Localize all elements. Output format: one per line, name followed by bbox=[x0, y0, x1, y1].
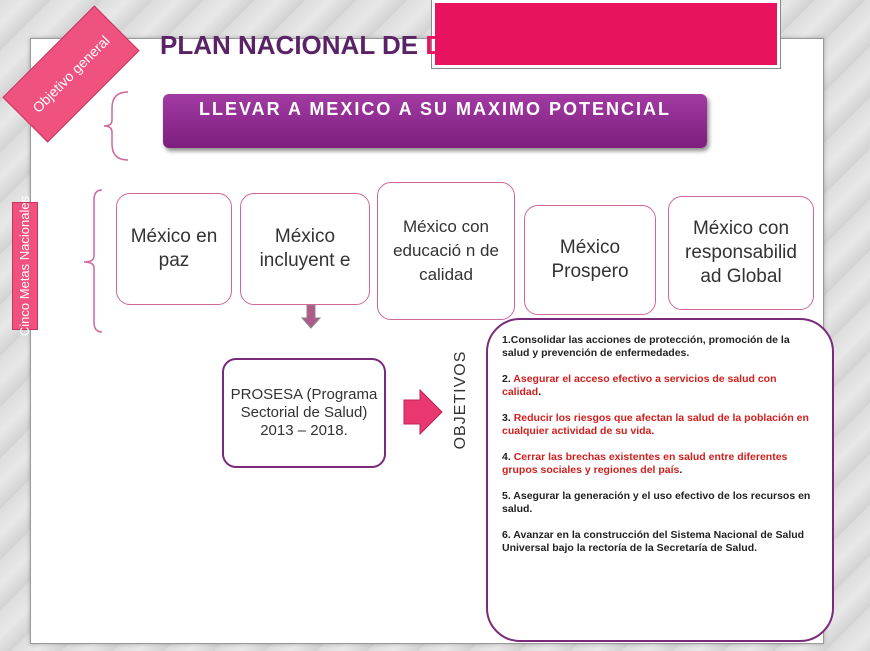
objetivo-3: 3. Reducir los riesgos que afectan la salud de la población en cualquier actividad de su vida. bbox=[502, 412, 809, 437]
objetivos-label: OBJETIVOS bbox=[452, 350, 469, 450]
objetivo-5: 5. Asegurar la generación y el uso efectivo de los recursos en salud. bbox=[502, 490, 811, 515]
objetivos-list bbox=[486, 318, 834, 642]
meta-paz: México en paz bbox=[116, 193, 232, 305]
objetivo-general-banner: LLEVAR A MEXICO A SU MAXIMO POTENCIAL bbox=[163, 94, 707, 148]
metas-tag: Cinco Metas Nacionales bbox=[12, 202, 38, 330]
meta-incluyente: México incluyent e bbox=[240, 193, 370, 305]
meta-prospero: México Prospero bbox=[524, 205, 656, 315]
meta-educacion: México con educació n de calidad bbox=[377, 182, 515, 320]
right-arrow bbox=[404, 390, 442, 434]
down-arrow bbox=[302, 305, 320, 328]
objetivo-1: 1.Consolidar las acciones de protección, promoción de la salud y prevención de enfermedades. bbox=[502, 334, 790, 359]
objetivo-4: 4. Cerrar las brechas existentes en salud entre diferentes grupos sociales y regiones del país. bbox=[502, 451, 788, 476]
meta-global: México con responsabilid ad Global bbox=[668, 196, 814, 310]
prosesa-box: PROSESA (Programa Sectorial de Salud) 2013 – 2018. bbox=[222, 358, 386, 468]
brace-metas bbox=[84, 190, 102, 332]
title-part-2: DESARROLLO 2013-2018. bbox=[425, 30, 747, 60]
brace-objetivo bbox=[104, 92, 128, 160]
title-part-1: PLAN NACIONAL DE bbox=[160, 30, 426, 60]
objetivo-general-tag: Objetivo general bbox=[2, 5, 139, 142]
objetivo-6: 6. Avanzar en la construcción del Sistema Nacional de Salud Universal bajo la rectoría de la Secretaría de Salud. bbox=[502, 529, 805, 554]
objetivo-2: 2. Asegurar el acceso efectivo a servicios de salud con calidad. bbox=[502, 373, 777, 398]
